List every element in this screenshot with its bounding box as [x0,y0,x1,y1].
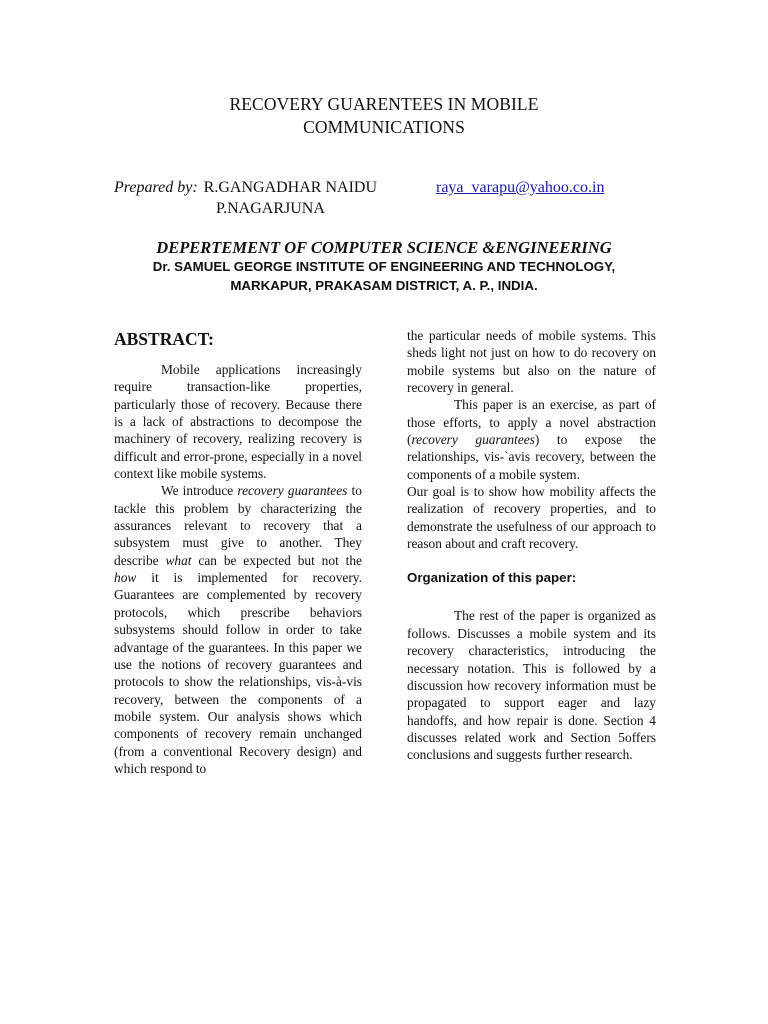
organization-heading: Organization of this paper: [407,570,577,586]
abstract-paragraph-2 [114,482,362,777]
paper-title [0,93,768,139]
abstract-heading: ABSTRACT: [114,329,214,349]
right-column [407,327,656,764]
p2-emphasis-what: what [165,552,192,568]
p2-text-d: it is implemented for recovery. Guarantees are complemented by recovery protocols, which prescribe behaviors subsystems should follow in order to take advantage of the guarantees. In this paper we use the notions of recovery guarantees and protocols to show the relationships, vis-à-vis recovery, between the components of a mobile system. Our analysis shows which components of recovery remain unchanged (from a conventional Recovery design) and which respond to [114,570,362,776]
prepared-by-label: Prepared by: [114,179,198,196]
institute-line-2: MARKAPUR, PRAKASAM DISTRICT, A. P., INDIA. [230,278,538,293]
abstract-paragraph-1: Mobile applications increasingly require transaction-like properties, particularly those of recovery. Because there is a lack of abstractions to decompose the machinery of recovery, realizing recovery is difficult and error-prone, especially in a novel context like mobile systems. [114,362,362,482]
authors-line [114,177,377,199]
author-1: R.GANGADHAR NAIDU [203,179,377,196]
department: DEPERTEMENT OF COMPUTER SCIENCE &ENGINEERING [156,238,612,257]
author-2: P.NAGARJUNA [216,200,325,217]
p2-text-a: We introduce [161,483,234,499]
p2-text-c: can be expected but not the [198,552,362,568]
p2-emphasis-how: how [114,570,137,586]
p4-text-a: This paper is an exercise, as part of those efforts, to apply a novel abstraction ( [407,397,656,448]
institute-line-1: Dr. SAMUEL GEORGE INSTITUTE OF ENGINEERING AND TECHNOLOGY, [152,259,616,274]
abstract-paragraph-3: the particular needs of mobile systems. This sheds light not just on how to do recovery on mobile systems but also on the nature of recovery in general. [407,328,656,396]
email-link[interactable]: raya_varapu@yahoo.co.in [436,179,605,196]
institute [0,257,768,295]
title-line-1: RECOVERY GUARENTEES IN MOBILE [229,94,539,114]
p4-emphasis: recovery guarantees [411,432,535,448]
organization-paragraph: The rest of the paper is organized as follows. Discusses a mobile system and its recovery characteristics, introducing the necessary notation. This is followed by a discussion how recovery information must be propagated to support eager and lazy handoffs, and how repair is done. Section 4 discusses related work and Section 5offers conclusions and suggests further research. [407,608,656,763]
p2-text-b: to tackle this problem by characterizing the assurances relevant to recovery that a subsystem must give to another. They describe [114,483,362,568]
abstract-paragraph-5: Our goal is to show how mobility affects the realization of recovery properties, and to demonstrate the usefulness of our approach to reason about and craft recovery. [407,484,656,552]
title-line-2: COMMUNICATIONS [303,117,465,137]
p4-text-b: ) to expose the relationships, vis-`avis recovery, between the components of a mobile system. [407,432,656,482]
p2-emphasis-recovery-guarantees: recovery guarantees [237,483,348,499]
left-column [114,361,362,777]
abstract-paragraph-4 [407,396,656,483]
